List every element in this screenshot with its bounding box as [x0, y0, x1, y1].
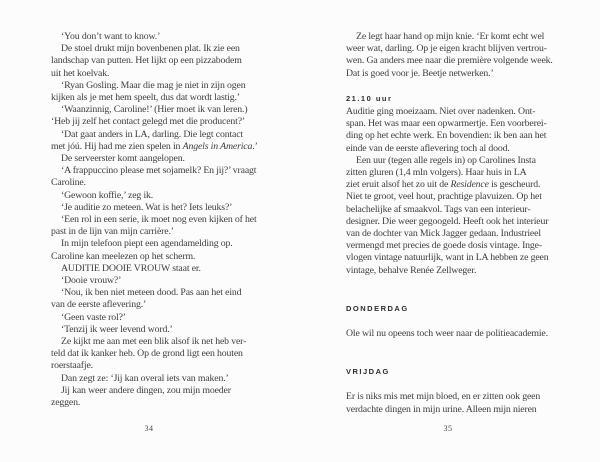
text-line: teld dat ik kanker heb. Op de grond ligt een houten	[51, 348, 243, 360]
text-line: verdachte dingen in mijn urine. Alleen mijn nieren	[346, 403, 537, 415]
text-line: Ze kijkt me aan met een blik alsof ik net heb ver-	[61, 336, 247, 348]
text-line: vlogen vintage natuurlijk, want in LA hebben ze geen	[346, 252, 549, 264]
text-line: past in de lijn van mijn carrière.’	[51, 226, 174, 238]
text-line: ‘Waanzinnig, Caroline!’ (Hier moet ik van leren.)	[61, 104, 248, 116]
text-line: zeggen.	[51, 397, 81, 409]
section-header: 21.10 uur	[346, 93, 393, 103]
text-line: In mijn telefoon piept een agendamelding op.	[61, 238, 233, 250]
text-line: ziet eruit alsof het zo uit de Residence is gescheurd.	[346, 179, 541, 191]
text-line: ‘Heb jij zelf het contact gelegd met die producent?’	[51, 116, 246, 128]
text-line: Jij kan weer andere dingen, zou mijn moeder	[61, 384, 231, 396]
text-line: ‘Tenzij ik weer levend word.’	[61, 323, 173, 335]
text-line: ‘Dat gaat anders in LA, darling. Die legt contact	[61, 128, 243, 140]
page-text-column	[51, 31, 258, 409]
text-line: ‘A frappuccino please met sojamelk? En jij?’ vraagt	[61, 165, 257, 177]
text-line: landschap van putten. Het lijkt op een pizzabodem	[51, 55, 242, 67]
text-line: van de eerste aflevering.’	[51, 299, 147, 311]
text-line: uit het koelvak.	[51, 67, 110, 79]
text-line: De stoel drukt mijn bovenbenen plat. Ik zie een	[61, 43, 240, 55]
text-line: belachelijke af smaakvol. Tags van een interieur-	[346, 203, 531, 215]
text-line: vermengd met precies de goede dosis vintage. Inge-	[346, 240, 542, 252]
text-line: met jóú. Hij had me zien spelen in Angels in America.’	[51, 140, 258, 152]
section-header: DONDERDAG	[346, 303, 409, 313]
text-line: einde van de eerste aflevering toch al dood.	[346, 142, 510, 154]
text-line: ‘Geen vaste rol?’	[61, 311, 126, 323]
text-line: Dat is goed voor je. Beetje netwerken.’	[346, 67, 494, 79]
text-line: zitten gluren (1,4 mln volgers). Haar huis in LA	[346, 167, 527, 179]
text-line: Niet te groot, veel hout, prachtige plavuizen. Op het	[346, 191, 542, 203]
text-line: Caroline.	[51, 177, 86, 189]
text-line: Een uur (tegen alle regels in) op Carolines Insta	[356, 154, 536, 166]
text-line: Er is niks mis met mijn bloed, en er zitten ook geen	[346, 391, 541, 403]
text-line: kijken als je met hem speelt, dus dat wordt lastig.’	[51, 92, 240, 104]
page-number: 34	[144, 424, 154, 433]
page-number: 35	[443, 424, 453, 433]
page-text-column	[346, 31, 553, 416]
text-line: ding op het echte werk. En bovendien: ik ben aan het	[346, 130, 547, 142]
text-line: ‘Je auditie zo meteen. Wat is het? Iets leuks?’	[61, 201, 233, 213]
text-line: De serveerster komt aangelopen.	[61, 153, 185, 165]
text-line: Auditie ging moeizaam. Niet over nadenken. Ont-	[346, 106, 536, 118]
text-line: vintage, behalve Renée Zellweger.	[346, 264, 477, 276]
text-line: Caroline kan meelezen op het scherm.	[51, 250, 196, 262]
text-line: ‘Dooie vrouw?’	[61, 275, 122, 287]
section-header: VRIJDAG	[346, 367, 390, 377]
text-line: Ze legt haar hand op mijn knie. ‘Er komt echt wel	[356, 31, 545, 42]
text-line: ‘Gewoon koffie,’ zeg ik.	[61, 189, 154, 201]
book-page-right	[300, 0, 600, 462]
text-line: AUDITIE DOOIE VROUW staat er.	[61, 262, 201, 274]
text-line: ‘Ryan Gosling. Maar die mag je niet in zijn ogen	[61, 79, 246, 91]
text-line: ‘Een rol in een serie, ik moet nog even kijken of het	[61, 214, 257, 226]
text-line: designer. Die weer gegoogeld. Heeft ook het interieur	[346, 215, 549, 227]
text-line: roerstaafje.	[51, 360, 93, 372]
text-line: Ole wil nu opeens toch weer naar de politieacademie.	[346, 328, 548, 340]
text-line: span. Het was maar een opwarmertje. Een voorberei-	[346, 118, 547, 130]
text-line: van de dochter van Mick Jagger gedaan. Industrieel	[346, 228, 541, 240]
text-line: weer wat, darling. Op je eigen kracht blijven vertrou-	[346, 43, 547, 55]
text-line: ‘Nou, ik ben niet meteen dood. Pas aan het eind	[61, 287, 242, 299]
text-line: wen. Ga anders mee naar die première volgende week.	[346, 55, 553, 67]
text-line: Dan zegt ze: ‘Jij kan overal iets van maken.’	[61, 372, 229, 384]
text-line: ‘You don’t want to know.’	[61, 31, 161, 42]
